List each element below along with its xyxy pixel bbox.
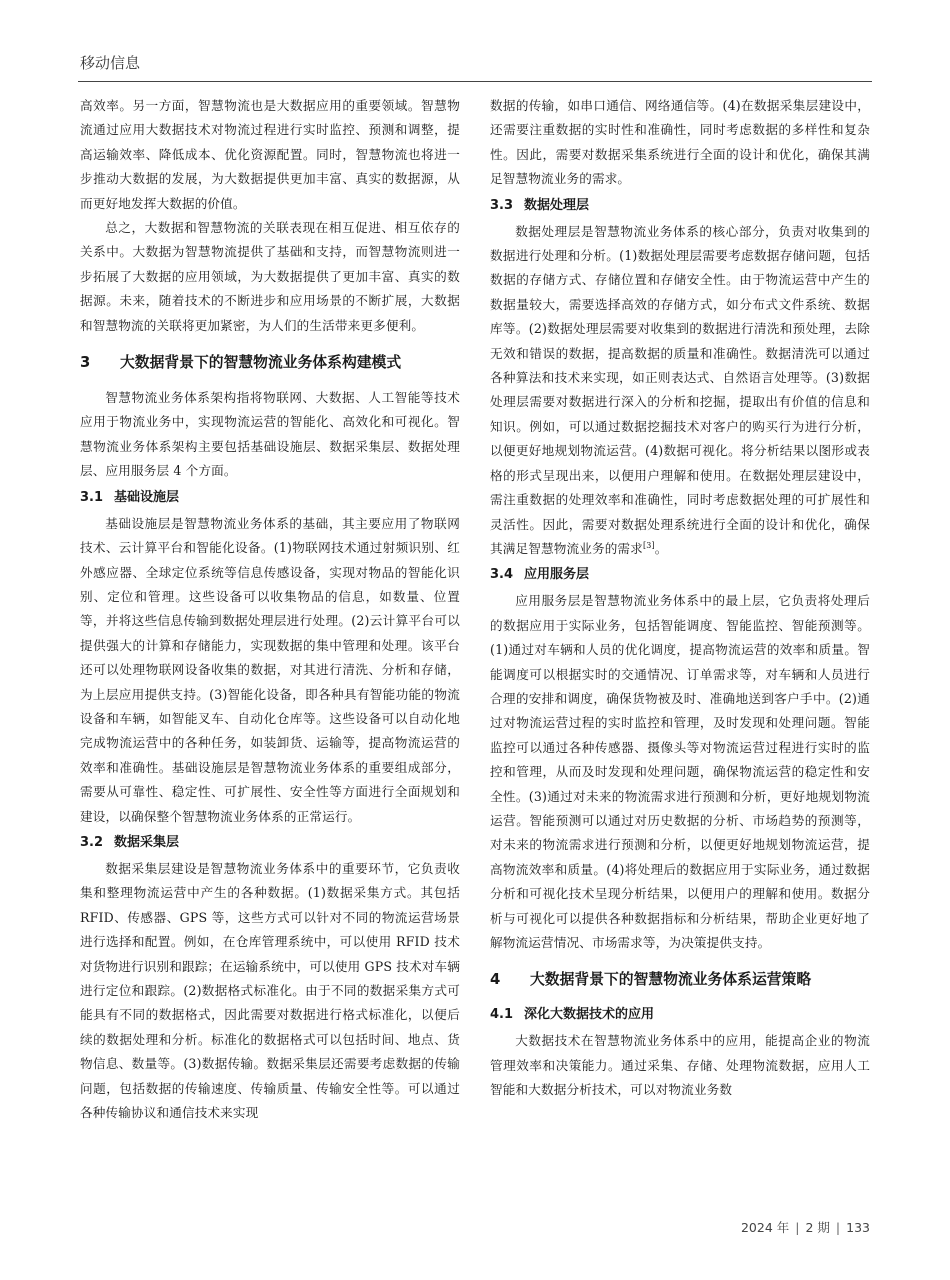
- paragraph: 应用服务层是智慧物流业务体系中的最上层，它负责将处理后的数据应用于实际业务，包括智能调度、智能监控、智能预测等。(1)通过对车辆和人员的优化调度，提高物流运营的效率和质量。智能调度可以根据实时的交通情况、订单需求等，对车辆和人员进行合理的安排和调度，确保货物被及时、准确地送到客户手中。(2)通过对物流运营过程的实时监控和管理，及时发现和处理问题。智能监控可以通过各种传感器、摄像头等对物流运营过程进行实时的监控和管理，从而及时发现和处理问题，确保物流运营的稳定性和安全性。(3)通过对未来的物流需求进行预测和分析，更好地规划物流运营。智能预测可以通过对历史数据的分析、市场趋势的预测等，对未来的物流需求进行预测和分析，以便更好地规划物流运营，提高物流效率和质量。(4)将处理后的数据应用于实际业务，通过数据分析和可视化技术呈现分析结果，以便用户的理解和使用。数据分析与可视化可以提供各种数据指标和分析结果，帮助企业更好地了解物流运营情况、市场需求等，为决策提供支持。: [490, 593, 870, 950]
- subsection-number: 4.1: [490, 1007, 514, 1023]
- journal-name: 移动信息: [80, 54, 141, 72]
- paragraph: 数据采集层建设是智慧物流业务体系中的重要环节，它负责收集和整理物流运营中产生的各种数据。(1)数据采集方式。其包括 RFID、传感器、GPS 等，这些方式可以针对不同的物流运营场景进行选择和配置。例如，在仓库管理系统中，可以使用 RFID 技术对货物进行识别和跟踪；在运输系统中，可以使用 GPS 技术对车辆进行定位和跟踪。(2)数据格式标准化。由于不同的数据采集方式可能具有不同的数据格式，因此需要对数据进行格式标准化，以便后续的数据处理和分析。标准化的数据格式可以包括时间、地点、货物信息、数量等。(3)数据传输。数据采集层还需要考虑数据的传输问题，包括数据的传输速度、传输质量、传输安全性等。可以通过各种传输协议和通信技术来实现: [80, 860, 460, 1121]
- section-heading: [80, 352, 460, 374]
- subsection-title: 数据采集层: [114, 834, 180, 850]
- paragraph-end: 。: [654, 540, 668, 556]
- paragraph: 总之，大数据和智慧物流的关联表现在相互促进、相互依存的关系中。大数据为智慧物流提供了基础和支持，而智慧物流则进一步拓展了大数据的应用领域，为大数据提供了更加丰富、真实的数据源。未来，随着技术的不断进步和应用场景的不断扩展，大数据和智慧物流的关联将更加紧密，为人们的生活带来更多便利。: [80, 220, 460, 333]
- issue-number: 2 期: [805, 1220, 830, 1235]
- subsection-heading: [80, 486, 460, 510]
- subsection-heading: [490, 563, 870, 587]
- header-rule: [78, 81, 872, 82]
- paragraph: 高效率。另一方面，智慧物流也是大数据应用的重要领域。智慧物流通过应用大数据技术对物流过程进行实时监控、预测和调整，提高运输效率、降低成本、优化资源配置。同时，智慧物流也将进一步推动大数据的发展，为大数据提供更加丰富、真实的数据源，从而更好地发挥大数据的价值。: [80, 98, 460, 211]
- separator: |: [795, 1220, 800, 1235]
- section-heading: [490, 969, 870, 991]
- separator: |: [835, 1220, 841, 1235]
- paragraph: 智慧物流业务体系架构指将物联网、大数据、人工智能等技术应用于物流业务中，实现物流运营的智能化、高效化和可视化。智慧物流业务体系架构主要包括基础设施层、数据采集层、数据处理层、应用服务层 4 个方面。: [80, 390, 460, 479]
- subsection-number: 3.1: [80, 489, 104, 505]
- subsection-title: 深化大数据技术的应用: [524, 1007, 655, 1023]
- subsection-number: 3.4: [490, 567, 514, 583]
- paragraph: 大数据技术在智慧物流业务体系中的应用，能提高企业的物流管理效率和决策能力。通过采集、存储、处理物流数据，应用人工智能和大数据分析技术，可以对物流业务数: [490, 1033, 870, 1098]
- subsection-title: 应用服务层: [524, 567, 590, 583]
- subsection-heading: [490, 1003, 870, 1027]
- section-title: 大数据背景下的智慧物流业务体系构建模式: [120, 354, 402, 372]
- subsection-number: 3.2: [80, 834, 104, 850]
- issue-year: 2024 年: [740, 1220, 790, 1235]
- subsection-title: 基础设施层: [114, 489, 180, 505]
- subsection-title: 数据处理层: [524, 197, 590, 213]
- left-column: [80, 94, 460, 1125]
- section-number: 3: [80, 354, 91, 372]
- subsection-heading: [80, 831, 460, 855]
- paragraph: 基础设施层是智慧物流业务体系的基础，其主要应用了物联网技术、云计算平台和智能化设备。(1)物联网技术通过射频识别、红外感应器、全球定位系统等信息传感设备，实现对物品的智能化识别、定位和管理。这些设备可以收集物品的信息，如数量、位置等，并将这些信息传输到数据处理层进行处理。(2)云计算平台可以提供强大的计算和存储能力，实现数据的集中管理和处理。该平台还可以处理物联网设备收集的数据，对其进行清洗、分析和存储，为上层应用提供支持。(3)智能化设备，即各种具有智能功能的物流设备和车辆，如智能叉车、自动化仓库等。这些设备可以自动化地完成物流运营中的各种任务，如装卸货、运输等，提高物流运营的效率和准确性。基础设施层是智慧物流业务体系的重要组成部分，需要从可靠性、稳定性、可扩展性、安全性等方面进行全面规划和建设，以确保整个智慧物流业务体系的正常运行。: [80, 515, 460, 824]
- citation-ref[interactable]: [3]: [642, 540, 655, 550]
- section-number: 4: [490, 971, 501, 989]
- subsection-number: 3.3: [490, 197, 514, 213]
- section-title: 大数据背景下的智慧物流业务体系运营策略: [530, 971, 812, 989]
- page-number: 133: [846, 1220, 870, 1235]
- paragraph: [490, 220, 870, 562]
- subsection-heading: [490, 194, 870, 218]
- page-footer: [741, 1218, 870, 1236]
- paragraph: 数据的传输，如串口通信、网络通信等。(4)在数据采集层建设中，还需要注重数据的实时性和准确性，同时考虑数据的多样性和复杂性。因此，需要对数据采集系统进行全面的设计和优化，确保其满足智慧物流业务的需求。: [490, 98, 870, 187]
- right-column: [490, 94, 870, 1103]
- paragraph-text: 数据处理层是智慧物流业务体系的核心部分，负责对收集到的数据进行处理和分析。(1)数据处理层需要考虑数据存储问题，包括数据的存储方式、存储位置和存储安全性。由于物流运营中产生的数据量较大，需要选择高效的存储方式，如分布式文件系统、数据库等。(2)数据处理层需要对收集到的数据进行清洗和预处理，去除无效和错误的数据，提高数据的质量和准确性。数据清洗可以通过各种算法和技术来实现，如正则表达式、自然语言处理等。(3)数据处理层需要对数据进行深入的分析和挖掘，提取出有价值的信息和知识。例如，可以通过数据挖掘技术对客户的购买行为进行分析，以便更好地规划物流运营。(4)数据可视化。将分析结果以图形或表格的形式呈现出来，以便用户理解和使用。在数据处理层建设中，需注重数据的处理效率和准确性，同时考虑数据处理的可扩展性和灵活性。因此，需要对数据处理系统进行全面的设计和优化，确保其满足智慧物流业务的需求: [490, 223, 870, 556]
